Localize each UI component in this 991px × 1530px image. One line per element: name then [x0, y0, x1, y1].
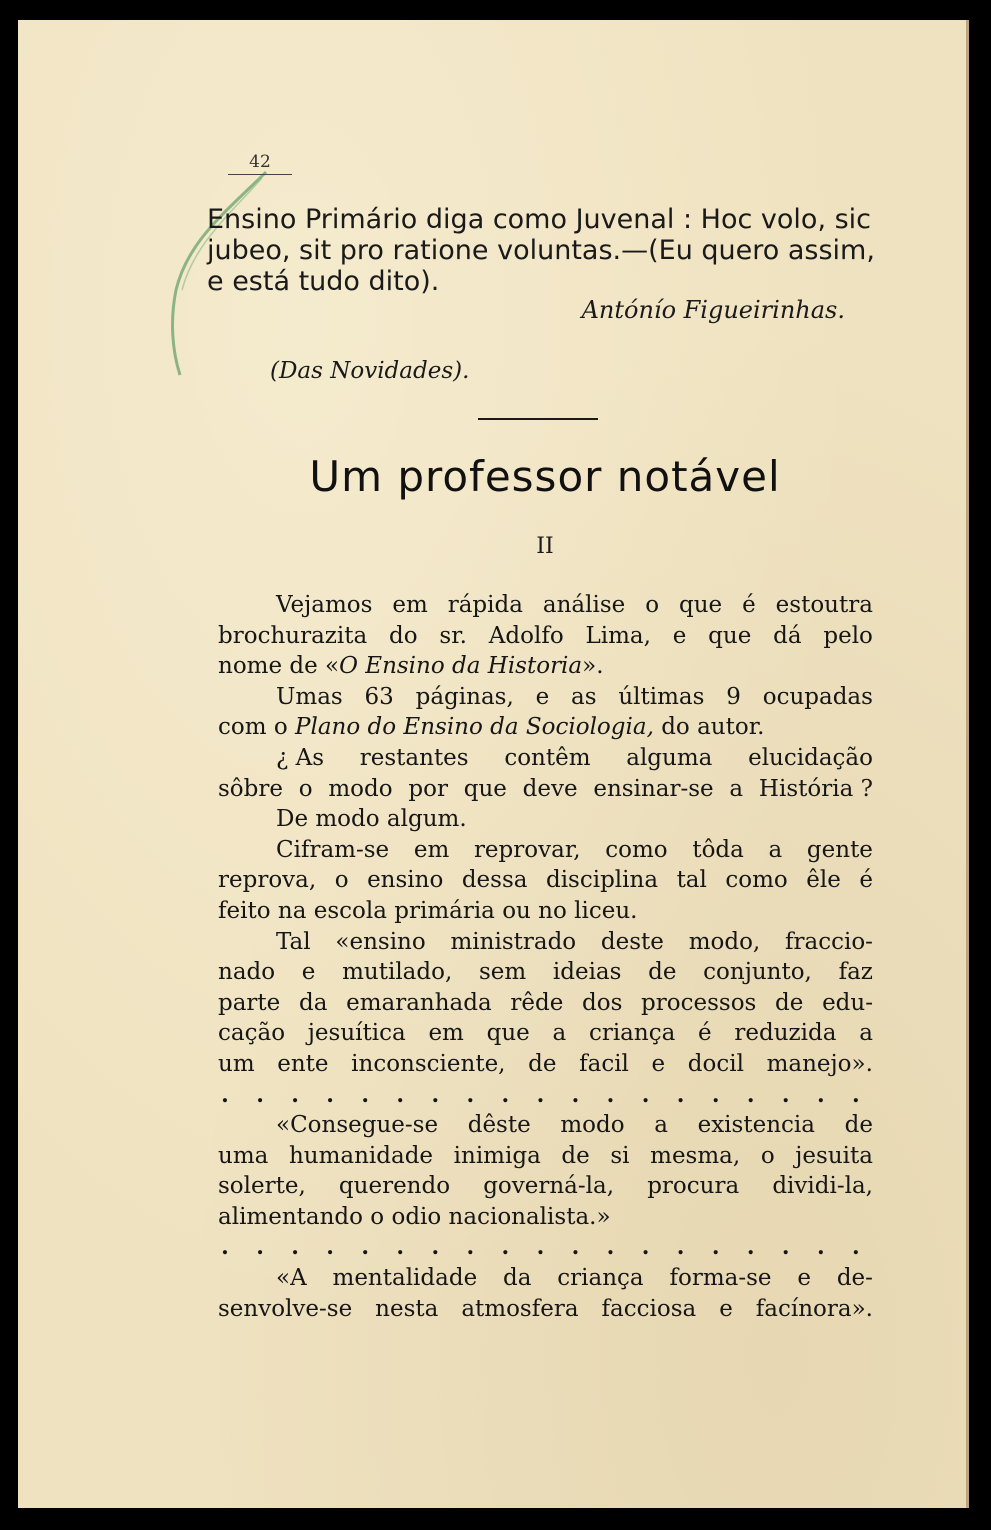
- body-line: [218, 1110, 873, 1141]
- word: edu-: [822, 989, 873, 1016]
- word: gente: [806, 836, 873, 863]
- text-run: nome de «: [218, 653, 340, 680]
- word: em: [413, 836, 450, 863]
- ellipsis-dot: .: [571, 1081, 580, 1108]
- word: disciplina: [545, 867, 659, 894]
- word: as: [571, 683, 597, 710]
- word: Cifram-se: [276, 836, 390, 863]
- ellipsis-dot: .: [816, 1081, 825, 1108]
- word: que: [708, 622, 752, 649]
- ellipsis-dot: .: [501, 1234, 510, 1261]
- word: páginas,: [415, 683, 514, 710]
- ellipsis-dot: .: [746, 1081, 755, 1108]
- text-run: feito na escola primária ou no liceu.: [218, 897, 638, 924]
- word: facil: [579, 1050, 629, 1077]
- ellipsis-dot: .: [781, 1234, 790, 1261]
- ellipsis-dot: .: [711, 1081, 720, 1108]
- word: sem: [478, 959, 527, 986]
- word: «ensino: [335, 928, 426, 955]
- word: ideias: [552, 959, 622, 986]
- word: é: [742, 592, 756, 618]
- word: que: [463, 775, 507, 802]
- word: uma: [218, 1142, 269, 1169]
- ellipsis-dot: .: [746, 1234, 755, 1261]
- body-line: [218, 651, 873, 682]
- word: o: [645, 592, 660, 618]
- word: manejo».: [766, 1050, 873, 1077]
- word: a: [654, 1112, 668, 1139]
- ellipsis-dot: .: [396, 1081, 405, 1108]
- word: fraccio-: [785, 928, 873, 955]
- ellipsis-dot: .: [221, 1234, 229, 1261]
- word: querendo: [338, 1173, 451, 1200]
- word: 9: [726, 683, 741, 710]
- word: existencia: [697, 1112, 815, 1139]
- text-run: com o: [218, 714, 296, 741]
- word: dessa: [461, 867, 528, 894]
- word: Umas: [276, 683, 343, 710]
- word: como: [605, 836, 668, 863]
- word: de: [528, 1050, 557, 1077]
- word: parte: [218, 989, 281, 1016]
- word: ¿ As: [276, 744, 325, 771]
- article-headline: Um professor notável: [309, 452, 781, 501]
- word: ministrado: [450, 928, 577, 955]
- ellipsis-dot: .: [676, 1081, 685, 1108]
- body-line: [218, 865, 873, 896]
- ellipsis-dot: .: [466, 1081, 475, 1108]
- source-citation: (Das Novidades).: [270, 358, 470, 384]
- ellipsis-dot: .: [256, 1234, 264, 1261]
- word: mutilado,: [342, 959, 453, 986]
- word: emaranhada: [346, 989, 492, 1016]
- word: forma-se: [669, 1265, 772, 1292]
- word: ente: [277, 1050, 329, 1077]
- ellipsis-dot: .: [361, 1234, 370, 1261]
- word: ocupadas: [762, 683, 873, 710]
- word: ensino: [367, 867, 444, 894]
- article-body: [218, 590, 873, 1324]
- ellipsis-dot: .: [641, 1234, 650, 1261]
- body-line: [218, 774, 873, 805]
- word: brochurazita: [218, 622, 368, 649]
- body-line: [218, 1141, 873, 1172]
- ellipsis-dot: .: [326, 1081, 334, 1108]
- word: pelo: [823, 622, 873, 649]
- word: jesuita: [795, 1142, 873, 1169]
- ellipsis-dot: .: [676, 1234, 685, 1261]
- ellipsis-dot: .: [466, 1234, 475, 1261]
- ellipsis-dot: .: [221, 1081, 229, 1108]
- word: sôbre: [218, 775, 283, 802]
- word: nado: [218, 959, 276, 986]
- word: reprova,: [218, 867, 317, 894]
- word: e: [797, 1265, 811, 1292]
- body-line: [218, 621, 873, 652]
- ellipsis-dot: .: [256, 1081, 264, 1108]
- word: de: [775, 989, 804, 1016]
- ellipsis-dot: .: [536, 1234, 545, 1261]
- ellipsis-dot: .: [571, 1234, 580, 1261]
- word: e: [301, 959, 316, 986]
- word: como: [725, 867, 788, 894]
- word: em: [428, 1020, 464, 1047]
- word: o: [298, 775, 313, 802]
- word: da: [298, 989, 328, 1016]
- intro-line: Ensino Primário diga como Juvenal : Hoc volo, sic: [207, 204, 872, 235]
- body-line: [218, 896, 873, 927]
- word: de-: [836, 1265, 873, 1292]
- word: últimas: [618, 683, 705, 710]
- word: análise: [542, 592, 626, 618]
- body-line: [218, 712, 873, 743]
- signature: Antónío Figueirinhas.: [581, 296, 845, 324]
- word: mentalidade: [332, 1265, 478, 1292]
- word: tôda: [692, 836, 744, 863]
- body-line: [218, 1018, 873, 1049]
- ellipsis-dot: .: [326, 1234, 334, 1261]
- ellipsis-dot: .: [431, 1081, 440, 1108]
- word: facciosa: [601, 1295, 697, 1322]
- word: dêste: [467, 1112, 531, 1139]
- body-line: [218, 682, 873, 713]
- text-run: alimentando o odio nacionalista.»: [218, 1203, 611, 1230]
- body-line: [218, 1202, 873, 1233]
- book-title: O Ensino da Historia: [339, 653, 583, 680]
- word: de: [561, 1142, 590, 1169]
- word: criança: [557, 1265, 644, 1292]
- ellipsis-dot: .: [431, 1234, 440, 1261]
- ellipsis-dot: .: [606, 1234, 615, 1261]
- word: e: [672, 622, 687, 649]
- word: da: [503, 1265, 532, 1292]
- word: cação: [218, 1020, 286, 1047]
- word: modo: [328, 775, 393, 802]
- word: facínora».: [755, 1295, 873, 1322]
- word: que: [679, 592, 723, 618]
- ellipsis-dot: .: [536, 1081, 545, 1108]
- word: reprovar,: [473, 836, 581, 863]
- word: «A: [276, 1265, 307, 1292]
- intro-line: e está tudo dito).: [207, 266, 440, 297]
- body-line: [218, 743, 873, 774]
- body-line: [218, 1263, 873, 1294]
- body-line: [218, 1294, 873, 1325]
- body-line: [218, 590, 873, 621]
- ellipsis-dot: .: [501, 1081, 510, 1108]
- word: criança: [588, 1020, 676, 1047]
- word: inimiga: [453, 1142, 541, 1169]
- word: elucidação: [748, 744, 873, 771]
- word: modo,: [688, 928, 761, 955]
- word: rápida: [447, 592, 523, 618]
- word: jesuítica: [307, 1020, 406, 1047]
- book-title: Plano do Ensino da Sociologia,: [295, 714, 654, 741]
- word: de: [844, 1112, 873, 1139]
- intro-line: jubeo, sit pro ratione voluntas.—(Eu quero assim,: [207, 235, 875, 266]
- word: restantes: [359, 744, 469, 771]
- ellipsis-dot: .: [291, 1234, 299, 1261]
- word: dos: [582, 989, 623, 1016]
- word: deste: [600, 928, 664, 955]
- word: Lima,: [585, 622, 651, 649]
- ellipsis-row: [218, 1232, 873, 1263]
- word: um: [218, 1050, 255, 1077]
- page-edge: [966, 20, 969, 1508]
- body-line: [218, 1049, 873, 1080]
- body-line: [218, 804, 873, 835]
- word: nesta: [375, 1295, 439, 1322]
- word: rêde: [510, 989, 564, 1016]
- word: docil: [687, 1050, 744, 1077]
- body-line: [218, 927, 873, 958]
- ellipsis-dot: .: [396, 1234, 405, 1261]
- word: deve: [522, 775, 578, 802]
- word: «Consegue-se: [276, 1112, 439, 1139]
- word: dividi-la,: [772, 1173, 873, 1200]
- text-run: ».: [582, 653, 604, 680]
- word: faz: [838, 959, 873, 986]
- word: em: [392, 592, 428, 618]
- word: mesma,: [650, 1142, 741, 1169]
- ellipsis-row: [218, 1080, 873, 1111]
- word: de: [648, 959, 677, 986]
- word: êle: [806, 867, 841, 894]
- word: Adolfo: [488, 622, 564, 649]
- word: o: [760, 1142, 775, 1169]
- ellipsis-dot: .: [361, 1081, 370, 1108]
- ellipsis-dot: .: [291, 1081, 299, 1108]
- word: conjunto,: [703, 959, 812, 986]
- word: processos: [641, 989, 757, 1016]
- body-line: [218, 835, 873, 866]
- word: é: [859, 867, 873, 894]
- word: Vejamos: [276, 592, 373, 618]
- ellipsis-dot: .: [816, 1234, 825, 1261]
- word: o: [334, 867, 349, 894]
- word: alguma: [626, 744, 713, 771]
- word: procura: [647, 1173, 740, 1200]
- word: si: [610, 1142, 630, 1169]
- word: contêm: [504, 744, 591, 771]
- word: atmosfera: [461, 1295, 579, 1322]
- ellipsis-dot: .: [641, 1081, 650, 1108]
- section-number: II: [536, 534, 554, 559]
- word: 63: [364, 683, 394, 710]
- word: é: [698, 1020, 712, 1047]
- ellipsis-dot: .: [711, 1234, 720, 1261]
- word: humanidade: [288, 1142, 434, 1169]
- word: governá-la,: [483, 1173, 615, 1200]
- word: senvolve-se: [218, 1295, 353, 1322]
- word: e: [535, 683, 550, 710]
- word: do: [389, 622, 418, 649]
- word: solerte,: [218, 1173, 306, 1200]
- word: tal: [676, 867, 707, 894]
- body-line: [218, 1171, 873, 1202]
- word: estoutra: [775, 592, 873, 618]
- word: a: [552, 1020, 567, 1047]
- word: a: [859, 1020, 873, 1047]
- section-divider: [478, 418, 598, 420]
- text-run: De modo algum.: [276, 806, 467, 833]
- word: sr.: [439, 622, 467, 649]
- ellipsis-dot: .: [852, 1081, 860, 1108]
- word: dá: [773, 622, 802, 649]
- text-run: do autor.: [653, 714, 765, 741]
- word: modo: [560, 1112, 625, 1139]
- word: História ?: [758, 775, 873, 802]
- word: ensinar-se: [593, 775, 714, 802]
- word: e: [651, 1050, 666, 1077]
- word: e: [719, 1295, 733, 1322]
- word: que: [486, 1020, 530, 1047]
- ellipsis-dot: .: [781, 1081, 790, 1108]
- word: Tal: [276, 928, 311, 955]
- word: inconsciente,: [351, 1050, 506, 1077]
- word: a: [729, 775, 744, 802]
- word: reduzida: [734, 1020, 837, 1047]
- ellipsis-dot: .: [606, 1081, 615, 1108]
- body-line: [218, 957, 873, 988]
- word: a: [768, 836, 783, 863]
- word: por: [408, 775, 448, 802]
- body-line: [218, 988, 873, 1019]
- page-number: 42: [228, 150, 292, 175]
- intro-paragraph: [207, 204, 875, 297]
- ellipsis-dot: .: [852, 1234, 860, 1261]
